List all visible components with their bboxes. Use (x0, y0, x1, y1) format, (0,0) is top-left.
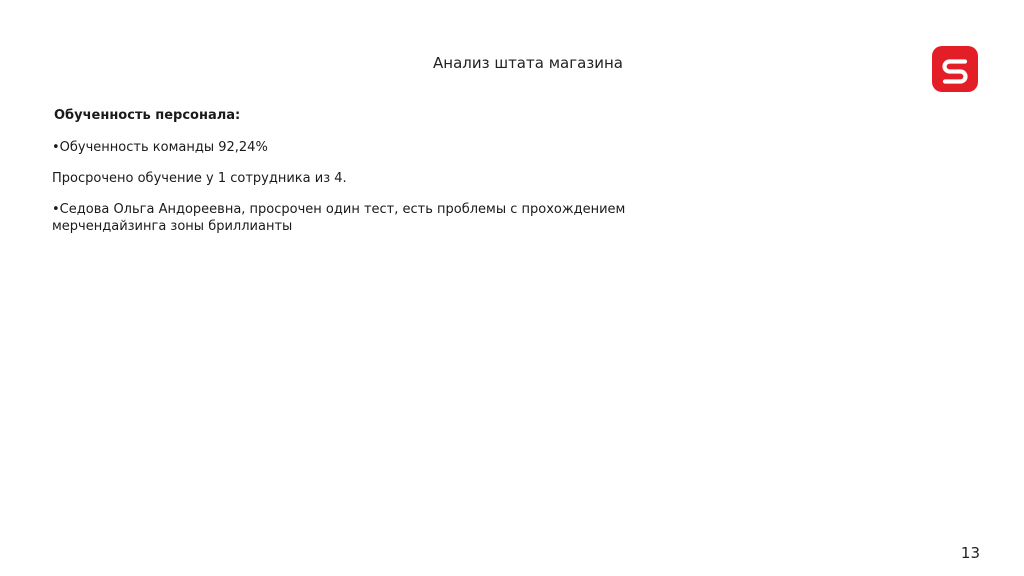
paragraph-text: Просрочено обучение у 1 сотрудника из 4. (52, 171, 347, 186)
paragraph-employee-issue (52, 201, 652, 235)
paragraph-team-training (52, 139, 652, 156)
content-block (52, 107, 652, 249)
bullet-marker: • (52, 202, 60, 217)
paragraph-overdue-training (52, 170, 652, 187)
page-number: 13 (960, 544, 980, 562)
slide-title: Анализ штата магазина (433, 54, 623, 72)
brand-s-logo-icon (932, 46, 978, 92)
bullet-marker: • (52, 140, 60, 155)
paragraph-text: Обученность команды 92,24% (59, 140, 268, 155)
paragraph-text: Седова Ольга Андореевна, просрочен один тест, есть проблемы с прохождением мерчендайзинга зоны бриллианты (52, 202, 626, 234)
section-heading: Обученность персонала: (54, 108, 241, 123)
brand-logo (932, 46, 978, 92)
